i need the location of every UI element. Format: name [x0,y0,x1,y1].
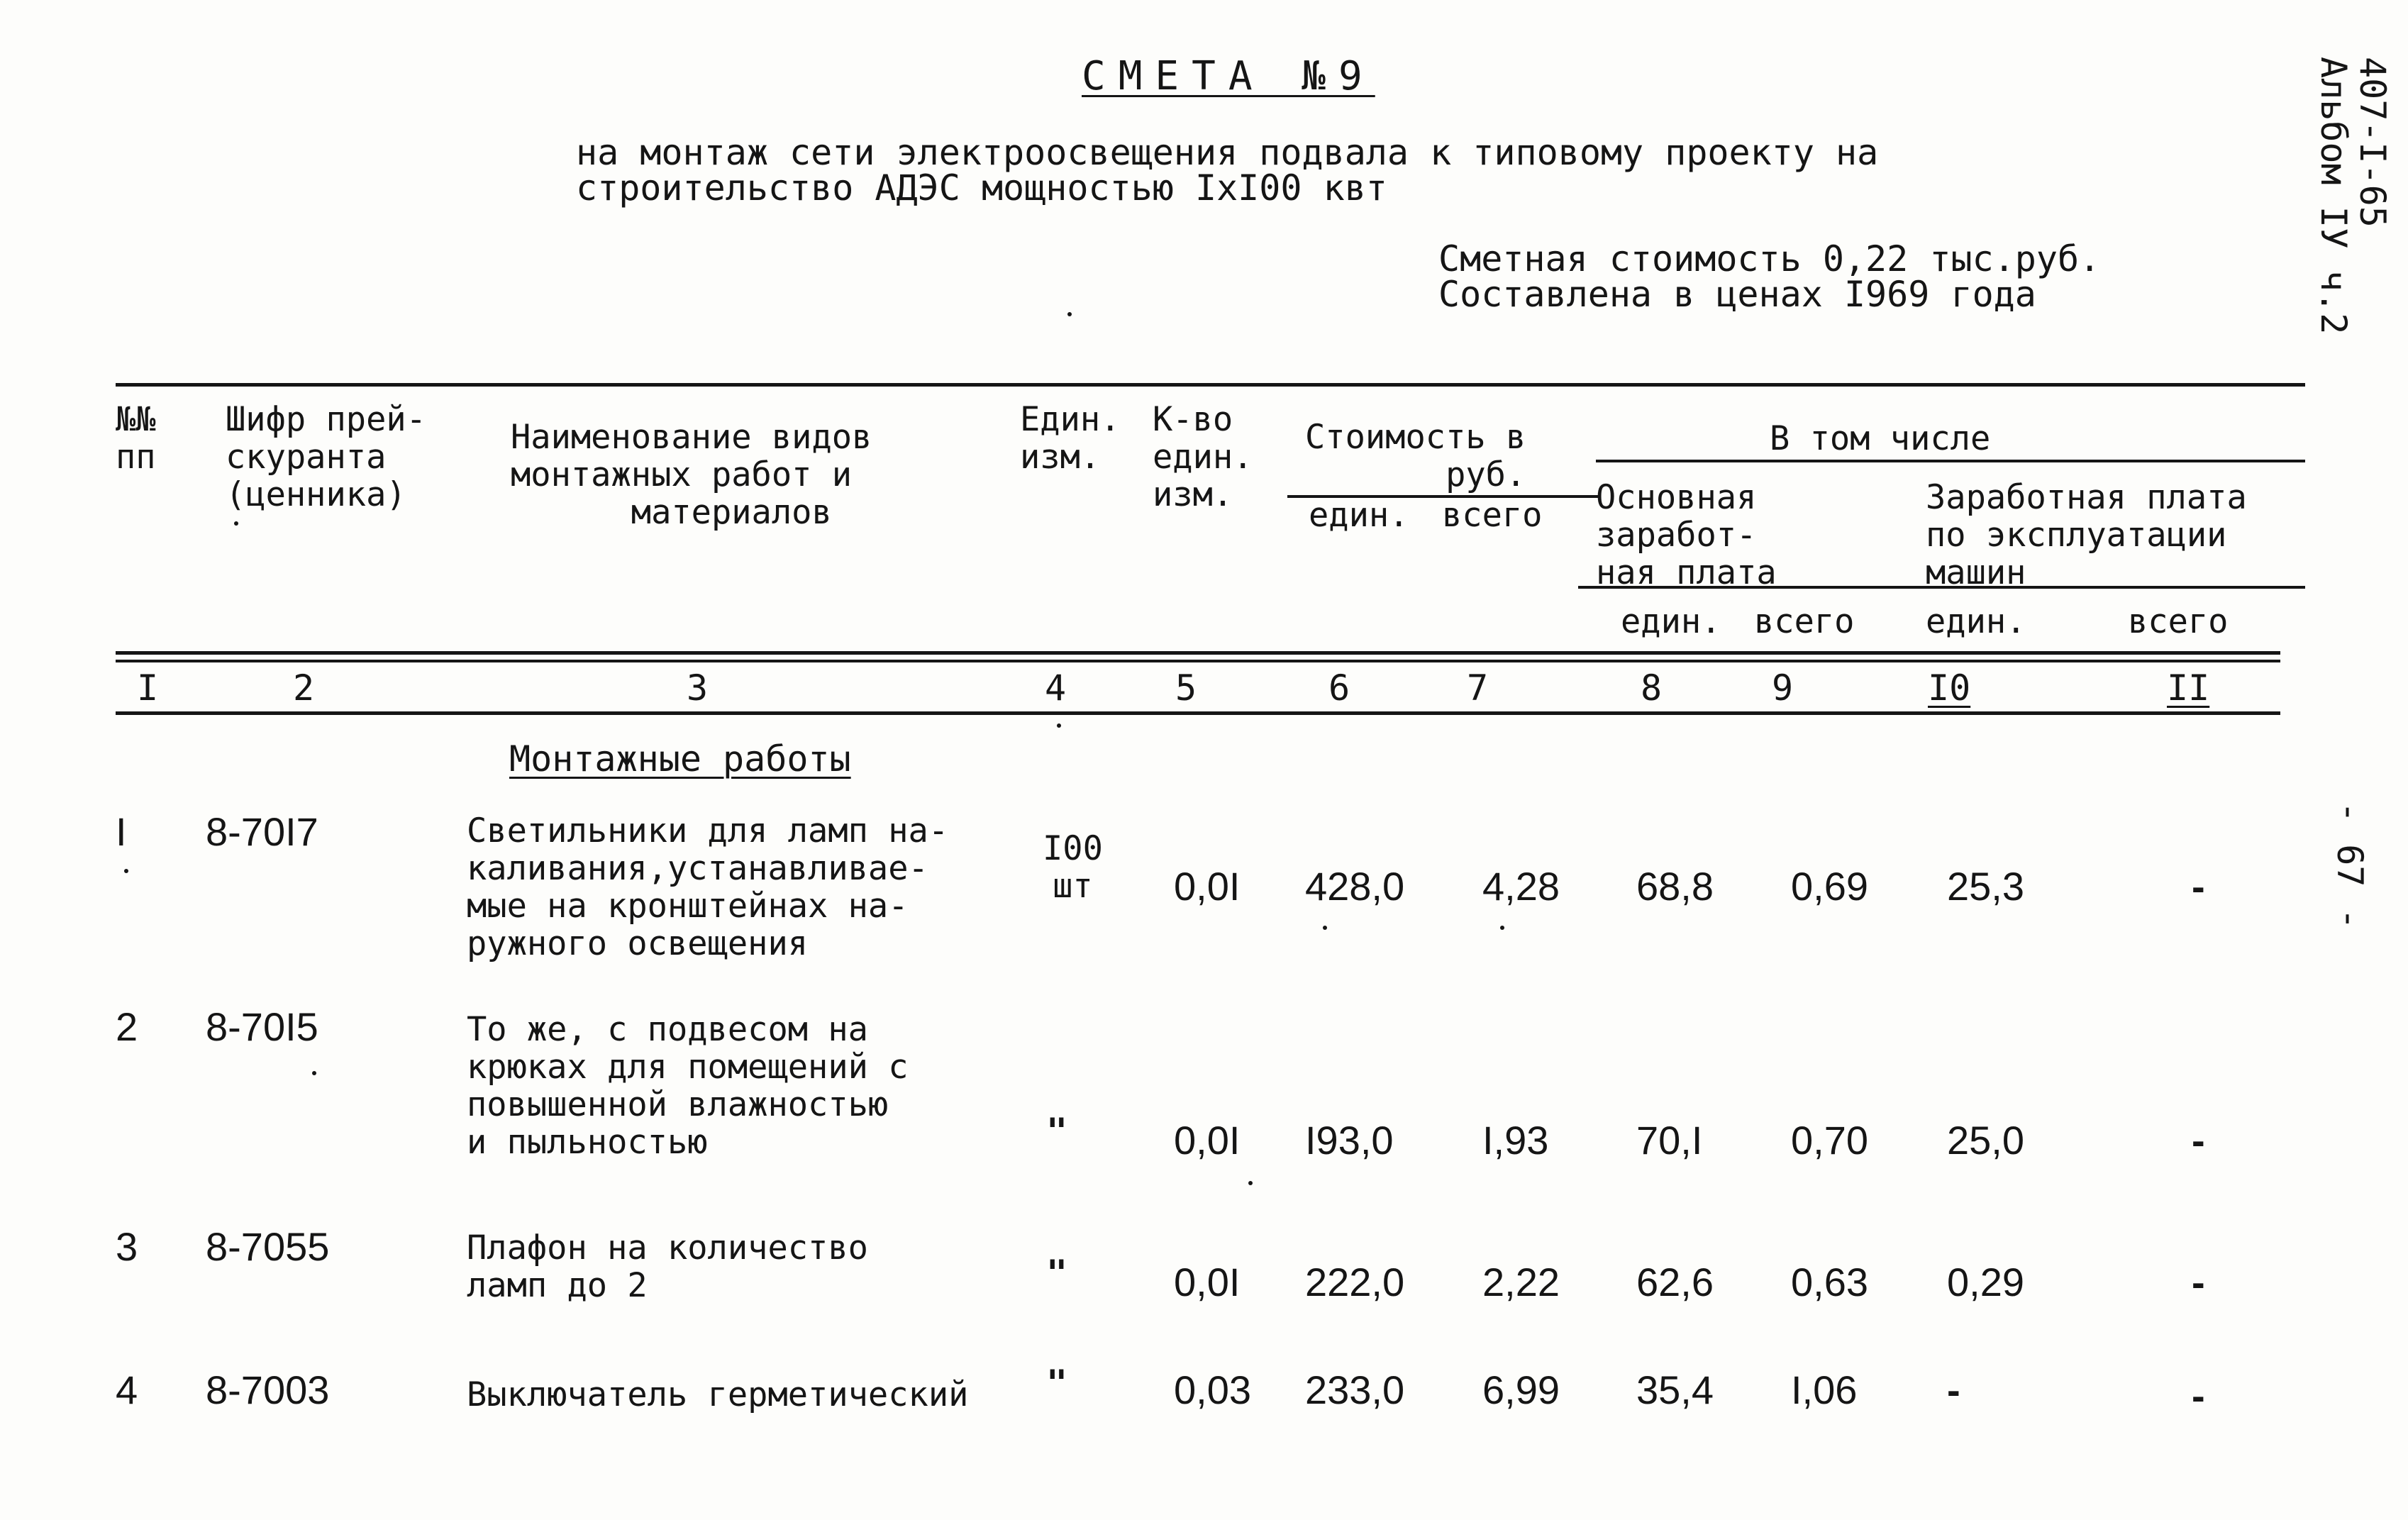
included-group-rule [1596,460,2305,462]
header-including: В том числе [1770,419,1991,458]
machine-total: - [2192,1118,2205,1163]
price-code: 8-7003 [206,1368,330,1412]
work-name: Светильники для ламп на- каливания,устанавливае- мые на кронштейнах на- ружного освещения [467,811,949,963]
wage-unit: 70,I [1636,1118,1703,1163]
header-wage-unit: един. [1621,602,1721,641]
side-album-label: Альбом IУ ч.2 [2313,57,2354,335]
header-price-code: Шифр прей- скуранта (ценника) [226,400,426,514]
header-wage-total: всего [1754,602,1855,641]
quantity: 0,0I [1174,1118,1241,1163]
wage-total: 0,69 [1791,864,1868,909]
header-cost-group: Стоимость в руб. [1305,418,1526,494]
page-number: - 67 - [2329,801,2370,930]
work-name: Плафон на количество ламп до 2 [467,1228,868,1305]
wage-unit: 35,4 [1636,1368,1714,1412]
document-subtitle-line-2: строительство АДЭС мощностью IхI00 квт [576,167,1387,209]
header-cost-total: всего [1442,496,1543,535]
unit-cost: 428,0 [1305,864,1405,909]
row-number: I [116,809,127,854]
machine-total: - [2192,1260,2205,1304]
column-number: 7 [1467,667,1489,709]
machine-unit: 25,3 [1947,864,2024,909]
row-number: 2 [116,1004,138,1049]
wage-unit: 62,6 [1636,1260,1714,1304]
quantity: 0,0I [1174,1260,1241,1304]
unit: " [1046,1253,1068,1294]
unit: " [1046,1363,1068,1404]
unit-cost: 222,0 [1305,1260,1405,1304]
quantity: 0,03 [1174,1368,1251,1412]
column-number-bottom-rule [116,711,2280,715]
scan-speck [1067,312,1072,316]
total-cost: 4,28 [1482,864,1560,909]
side-project-code: 407-I-65 [2352,57,2393,228]
header-base-wage: Основная заработ- ная плата [1596,478,1777,592]
column-number: 5 [1175,667,1197,709]
work-name: Выключатель герметический [467,1375,969,1414]
scan-speck [1057,723,1061,728]
header-machine-wage: Заработная плата по эксплуатации машин [1926,478,2247,592]
header-quantity: К-во един. изм. [1153,400,1253,514]
unit-cost: 233,0 [1305,1368,1405,1412]
scan-speck [1323,926,1327,930]
scan-speck [234,521,238,526]
quantity: 0,0I [1174,864,1241,909]
header-bottom-rule [116,651,2280,655]
table-top-rule [116,383,2305,387]
column-number: II [2167,667,2210,709]
price-basis: Составлена в ценах I969 года [1438,274,2036,315]
machine-unit: 0,29 [1947,1260,2024,1304]
machine-unit: - [1947,1368,1960,1412]
scan-speck [312,1071,316,1075]
document-title: СМЕТА №9 [1082,53,1375,99]
column-number: 8 [1641,667,1663,709]
price-code: 8-70I7 [206,809,318,854]
header-unit: Един. изм. [1020,400,1121,477]
unit: " [1046,1111,1068,1152]
total-cost: I,93 [1482,1118,1549,1163]
row-number: 4 [116,1368,138,1412]
price-code: 8-7055 [206,1224,330,1269]
scan-speck [1500,926,1504,930]
header-machine-unit: един. [1926,602,2026,641]
document-subtitle-line-1: на монтаж сети электроосвещения подвала к типовому проекту на [576,132,1879,173]
header-work-name: Наименование видов монтажных работ и материалов [511,418,872,532]
total-cost: 6,99 [1482,1368,1560,1412]
wage-total: I,06 [1791,1368,1858,1412]
wage-total: 0,63 [1791,1260,1868,1304]
unit-cost: I93,0 [1305,1118,1394,1163]
column-number: 2 [293,667,315,709]
total-cost: 2,22 [1482,1260,1560,1304]
column-number: I0 [1928,667,1971,709]
column-number: 3 [687,667,709,709]
price-code: 8-70I5 [206,1004,318,1049]
machine-total: - [2192,1373,2205,1418]
header-row-number: №№ пп [116,400,156,477]
wage-total: 0,70 [1791,1118,1868,1163]
scan-speck [124,869,128,873]
scan-speck [1248,1181,1253,1185]
section-title: Монтажные работы [509,738,851,780]
row-number: 3 [116,1224,138,1269]
column-number: 4 [1045,667,1067,709]
machine-total: - [2192,864,2205,909]
column-number: 6 [1328,667,1350,709]
column-number: 9 [1772,667,1794,709]
header-cost-unit: един. [1309,496,1409,535]
work-name: То же, с подвесом на крюках для помещений с повышенной влажностью и пыльностью [467,1010,909,1162]
column-number-top-rule [116,660,2280,662]
estimated-cost: Сметная стоимость 0,22 тыс.руб. [1438,238,2101,279]
unit: I00 шт [1043,829,1103,906]
wage-unit: 68,8 [1636,864,1714,909]
header-machine-total: всего [2128,602,2229,641]
machine-unit: 25,0 [1947,1118,2024,1163]
column-number: I [137,667,159,709]
